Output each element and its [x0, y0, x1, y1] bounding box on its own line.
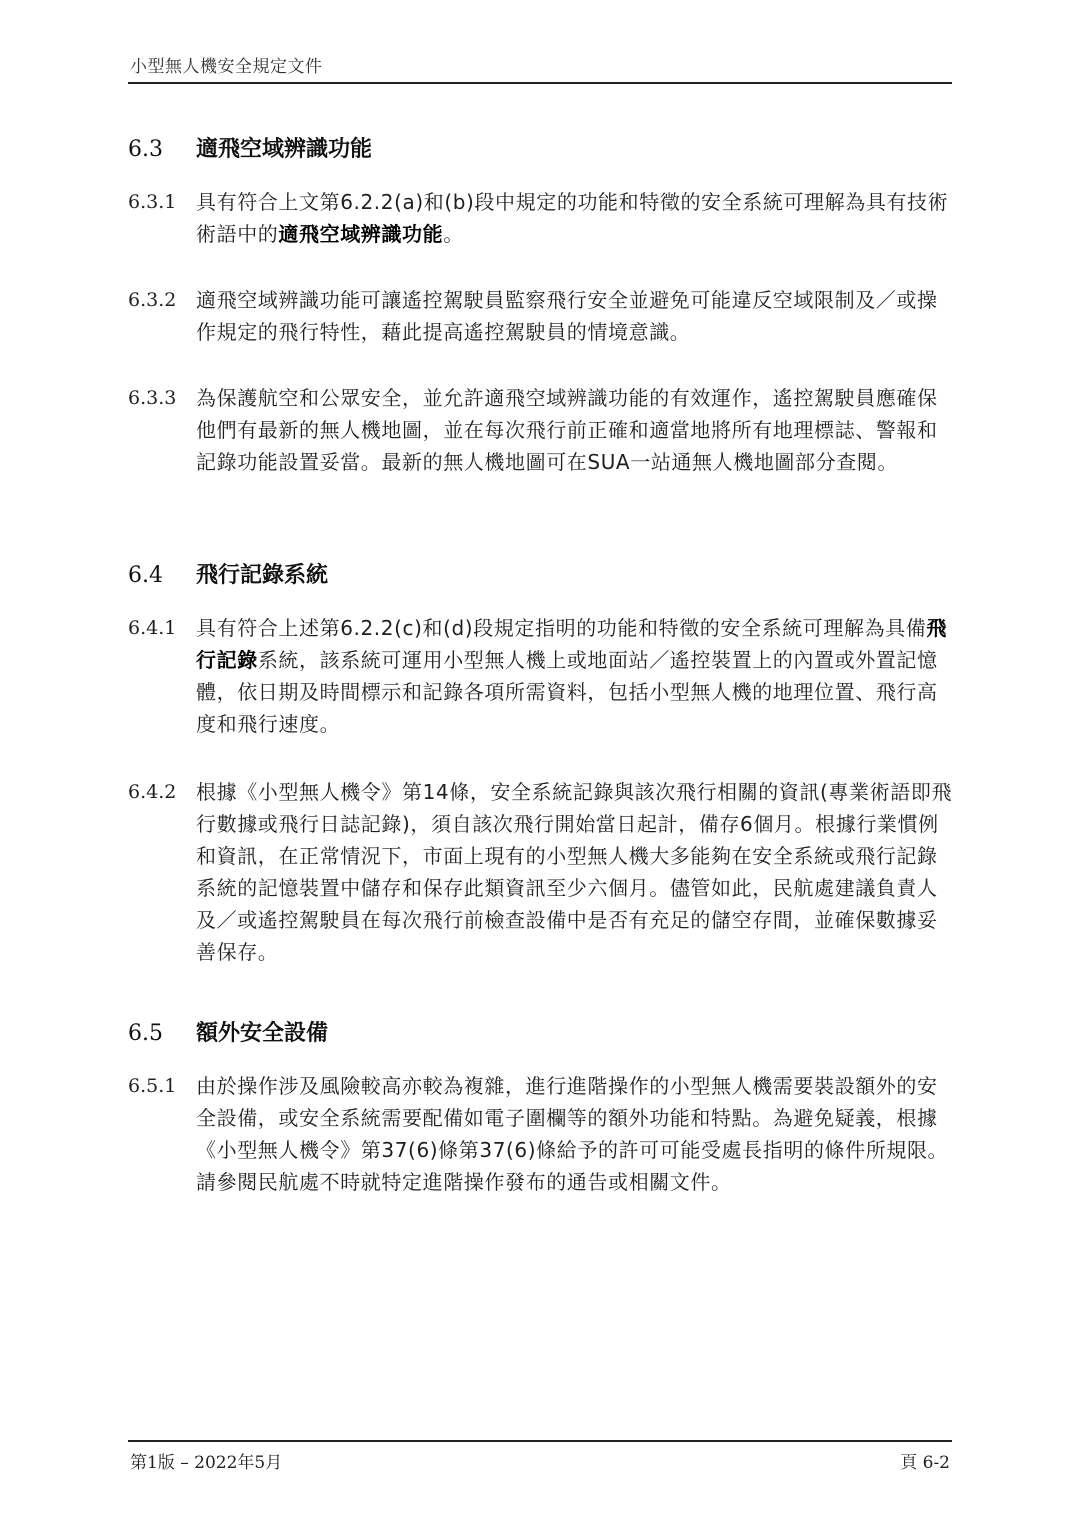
section-number: 6.5 [128, 1021, 163, 1046]
text-run: 系統，該系統可運用小型無人機上或地面站／遙控裝置上的內置或外置記憶體，依日期及時間標示和記錄各項所需資料，包括小型無人機的地理位置、飛行高度和飛行速度。 [196, 648, 938, 736]
paragraph-number: 6.5.1 [128, 1075, 177, 1097]
paragraph-text [196, 612, 958, 740]
text-run: 具有符合上述第6.2.2(c)和(d)段規定指明的功能和特徵的安全系統可理解為具備 [196, 616, 927, 640]
edition-date: 第1版 – 2022年5月 [130, 1453, 283, 1473]
text-run: 具有符合上文第6.2.2(a)和(b)段中規定的功能和特徵的安全系統可理解為具有技術術語中的 [196, 190, 949, 246]
section-heading-6-5 [128, 1016, 328, 1047]
paragraph-number: 6.3.1 [128, 191, 177, 213]
section-title: 飛行記錄系統 [196, 563, 329, 588]
paragraph-6-5-1 [128, 1070, 958, 1198]
paragraph-number: 6.3.2 [128, 289, 177, 311]
section-number: 6.3 [128, 137, 163, 162]
section-number: 6.4 [128, 563, 163, 588]
page-header [128, 50, 952, 84]
paragraph-number: 6.4.1 [128, 617, 177, 639]
bold-term: 飛行記錄 [196, 616, 947, 672]
paragraph-number: 6.3.3 [128, 387, 177, 409]
paragraph-text: 根據《小型無人機令》第14條，安全系統記錄與該次飛行相關的資訊(專業術語即飛行數據或飛行日誌記錄)，須自該次飛行開始當日起計，備存6個月。根據行業慣例和資訊，在正常情況下，市面上現有的小型無人機大多能夠在安全系統或飛行記錄系統的記憶裝置中儲存和保存此類資訊至少六個月。儘管如此，民航處建議負責人及／或遙控駕駛員在每次飛行前檢查設備中是否有充足的儲空存間，並確保數據妥善保存。 [196, 780, 953, 964]
page-number: 頁 6-2 [900, 1453, 950, 1473]
paragraph-6-3-1 [128, 186, 958, 250]
section-heading-6-3 [128, 132, 372, 163]
paragraph-number: 6.4.2 [128, 781, 177, 803]
paragraph-text: 由於操作涉及風險較高亦較為複雜，進行進階操作的小型無人機需要裝設額外的安全設備，或安全系統需要配備如電子圍欄等的額外功能和特點。為避免疑義，根據《小型無人機令》第37(6)條第37(6)條給予的許可可能受處長指明的條件所規限。請參閱民航處不時就特定進階操作發布的通告或相關文件。 [196, 1074, 949, 1194]
paragraph-6-3-2 [128, 284, 958, 348]
section-title: 額外安全設備 [196, 1021, 329, 1046]
paragraph-6-4-1 [128, 612, 958, 740]
paragraph-text: 適飛空域辨識功能可讓遙控駕駛員監察飛行安全並避免可能違反空域限制及／或操作規定的飛行特性，藉此提高遙控駕駛員的情境意識。 [196, 288, 938, 344]
page-footer [128, 1440, 952, 1472]
paragraph-6-3-3 [128, 382, 958, 478]
document-title: 小型無人機安全規定文件 [130, 57, 323, 77]
text-run: 。 [443, 222, 464, 246]
paragraph-text: 為保護航空和公眾安全，並允許適飛空域辨識功能的有效運作，遙控駕駛員應確保他們有最新的無人機地圖，並在每次飛行前正確和適當地將所有地理標誌、警報和記錄功能設置妥當。最新的無人機地圖可在SUA一站通無人機地圖部分查閱。 [196, 386, 938, 474]
section-title: 適飛空域辨識功能 [196, 137, 373, 162]
section-heading-6-4 [128, 558, 328, 589]
bold-term: 適飛空域辨識功能 [278, 222, 444, 246]
paragraph-text [196, 186, 958, 250]
paragraph-6-4-2 [128, 776, 958, 968]
